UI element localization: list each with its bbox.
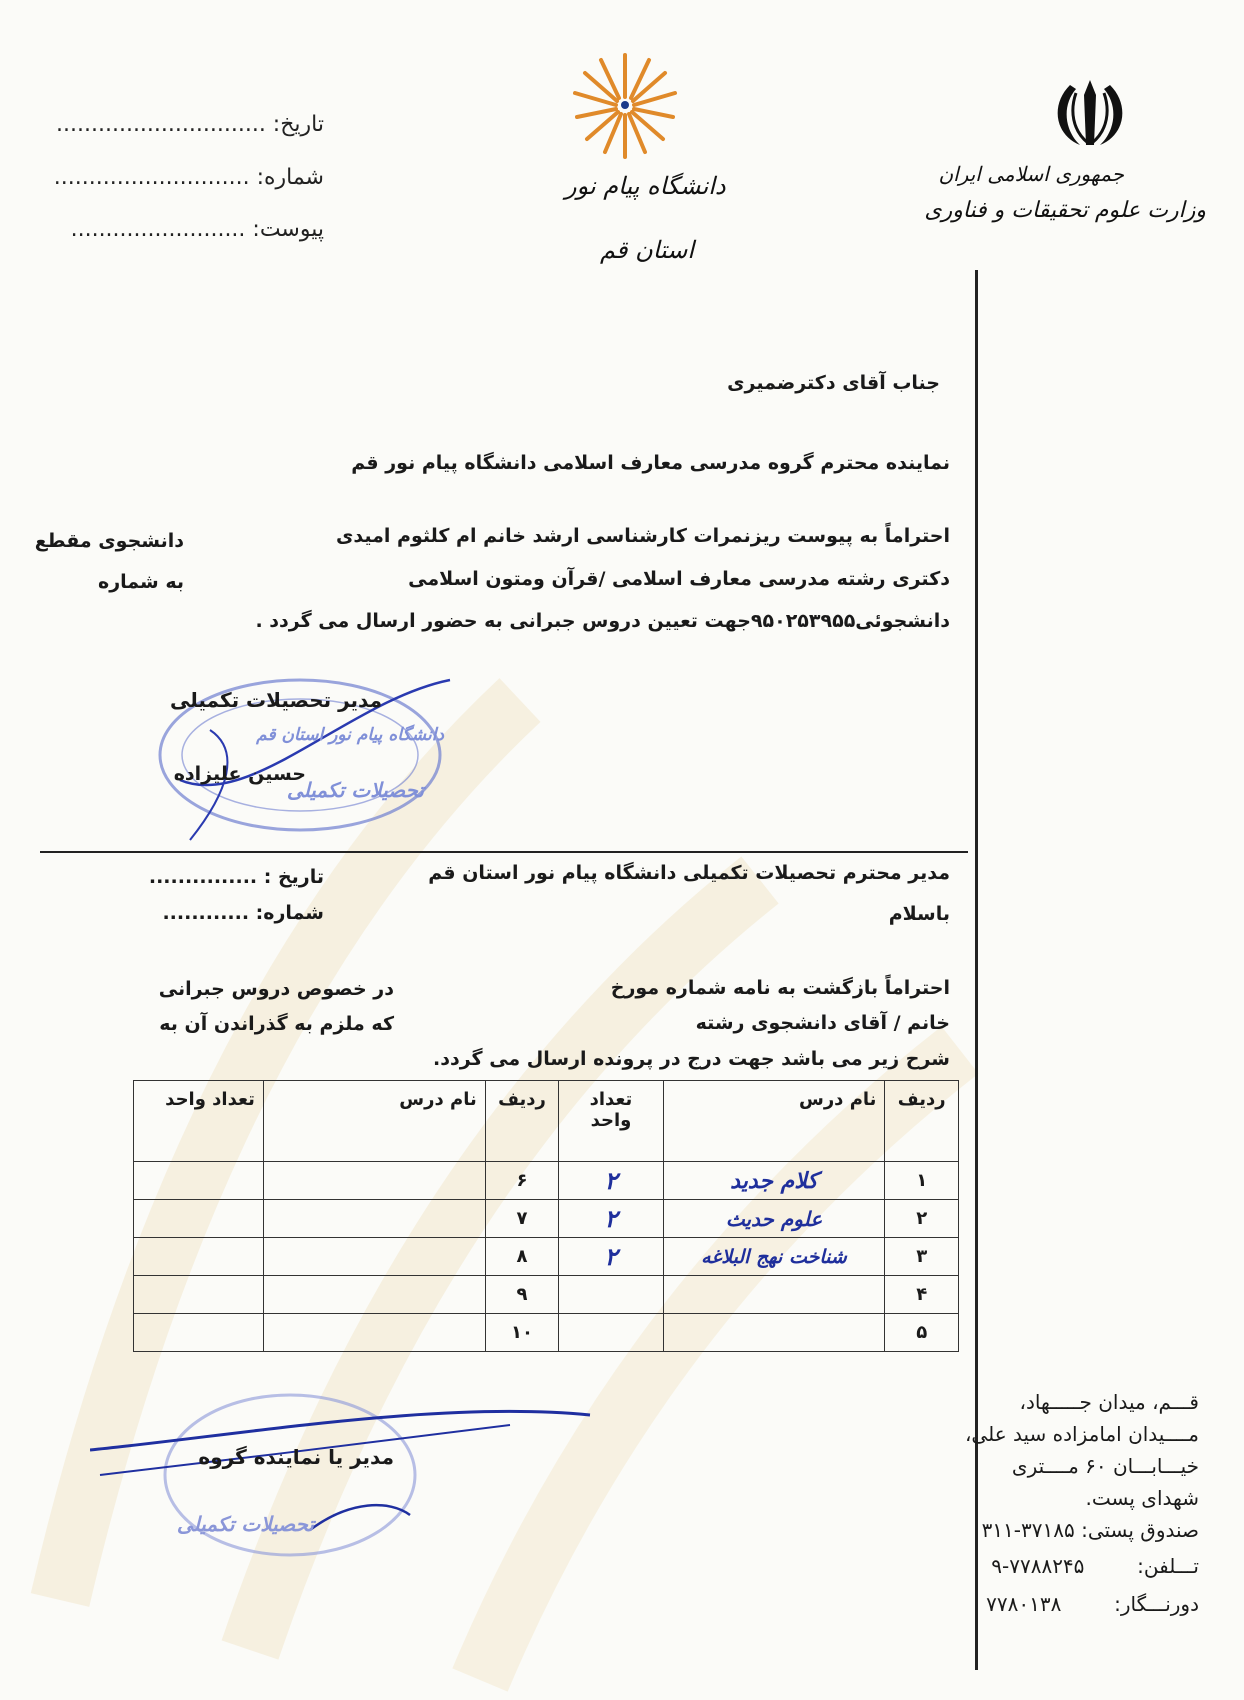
course-name-2 [263,1162,485,1200]
col-header-course-name-2: نام درس [263,1081,485,1162]
course-units-2 [134,1200,264,1238]
reply-signer-title: مدیر یا نماینده گروه [198,1445,394,1469]
course-name: کلام جدید [663,1162,885,1200]
row-index: ۲ [885,1200,959,1238]
row-index-2: ۹ [485,1276,559,1314]
reply-line-1b: در خصوص دروس جبرانی [158,978,394,1000]
compensatory-courses-table [133,1080,959,1352]
address-line-1: قـــم، میدان جـــــهاد، [1019,1390,1199,1414]
reply-line-1a: احتراماً بازگشت به نامه شماره مورخ [610,977,950,999]
course-name-2 [263,1314,485,1352]
section-divider [40,851,968,853]
signer-name: حسین علیزاده [173,763,306,785]
col-header-units-2: تعداد واحد [134,1081,264,1162]
course-units: ۲ [559,1162,663,1200]
course-name-2 [263,1238,485,1276]
stamp-department-text: تحصیلات تکمیلی [286,778,424,802]
table-row [134,1276,959,1314]
letter-line-1a: احتراماً به پیوست ریزنمرات کارشناسی ارشد خانم ام کلثوم امیدی [335,525,950,547]
col-header-row-index: ردیف [885,1081,959,1162]
letter-line-3: دانشجوئی۹۵۰۲۵۳۹۵۵جهت تعیین دروس جبرانی به حضور ارسال می گردد . [255,610,950,632]
fax-line [965,1588,1199,1620]
reply-number: شماره: ............ [162,902,324,924]
address-line-4: شهدای پست. [1085,1486,1199,1510]
attachment-field: پیوست: ......................... [70,217,324,242]
col-header-units: تعداد واحد [559,1081,663,1162]
course-name-2 [263,1200,485,1238]
address-line-2: مــــیدان امامزاده سید علی، [964,1422,1199,1446]
address-line-3: خیـــابـــان ۶۰ مــــتری [1011,1454,1199,1478]
row-index: ۴ [885,1276,959,1314]
table-row [134,1314,959,1352]
phone-value: ۷۷۸۸۲۴۵-۹ [991,1554,1085,1578]
course-name [663,1314,885,1352]
reply-stamp-text: تحصیلات تکمیلی [176,1512,314,1536]
row-index-2: ۱۰ [485,1314,559,1352]
university-province: استان قم [600,236,695,264]
address-line-5: صندوق پستی: ۳۷۱۸۵-۳۱۱ [981,1518,1199,1542]
col-header-course-name: نام درس [663,1081,885,1162]
reply-addressee: مدیر محترم تحصیلات تکمیلی دانشگاه پیام نور استان قم [428,862,950,884]
course-units-2 [134,1162,264,1200]
course-units-2 [134,1276,264,1314]
number-field: شماره: ............................ [53,165,324,190]
recipient-line: نماینده محترم گروه مدرسی معارف اسلامی دانشگاه پیام نور قم [351,452,950,474]
reply-line-3: شرح زیر می باشد جهت درج در پرونده ارسال می گردد. [433,1048,950,1070]
letter-line-1b: دانشجوی مقطع [34,530,184,552]
address-block [965,1386,1199,1620]
phone-label: تـــلفن: [1137,1554,1199,1578]
fax-label: دورنـــگار: [1114,1592,1199,1616]
row-index-2: ۷ [485,1200,559,1238]
course-units: ۲ [559,1200,663,1238]
salutation: جناب آقای دکترضمیری [727,372,940,394]
row-index-2: ۶ [485,1162,559,1200]
fax-value: ۷۷۸۰۱۳۸ [986,1592,1062,1616]
course-name: علوم حدیث [663,1200,885,1238]
reply-line-2b: که ملزم به گذراندن آن به [159,1013,394,1035]
ministry-line-1: جمهوری اسلامی ایران [938,162,1124,186]
table-row [134,1162,959,1200]
course-units [559,1314,663,1352]
table-row [134,1238,959,1276]
course-name [663,1276,885,1314]
ministry-line-2: وزارت علوم تحقیقات و فناوری [924,198,1206,223]
course-units-2 [134,1238,264,1276]
stamp-university-text: دانشگاه پیام نور استان قم [256,725,444,745]
course-units: ۲ [559,1238,663,1276]
table-row [134,1200,959,1238]
reply-date: تاریخ : ............... [148,866,324,888]
payame-noor-sunburst-logo [572,50,678,160]
row-index-2: ۸ [485,1238,559,1276]
course-name: شناخت نهج البلاغه [663,1238,885,1276]
course-name-2 [263,1276,485,1314]
course-units [559,1276,663,1314]
row-index: ۵ [885,1314,959,1352]
signer-title: مدیر تحصیلات تکمیلی [169,688,382,712]
row-index: ۱ [885,1162,959,1200]
phone-line [965,1550,1199,1582]
date-field: تاریخ: .............................. [56,112,324,137]
letter-line-2a: دکتری رشته مدرسی معارف اسلامی /قرآن ومتون اسلامی [408,568,950,590]
letter-line-2b: به شماره [98,571,184,593]
circular-stamp-2 [90,1380,610,1570]
reply-greeting: باسلام [888,903,950,925]
iran-emblem-logo [1050,75,1130,155]
col-header-row-index-2: ردیف [485,1081,559,1162]
row-index: ۳ [885,1238,959,1276]
reply-line-2a: خانم / آقای دانشجوی رشته [695,1012,950,1034]
table-header-row [134,1081,959,1162]
course-units-2 [134,1314,264,1352]
university-name: دانشگاه پیام نور [565,172,726,200]
